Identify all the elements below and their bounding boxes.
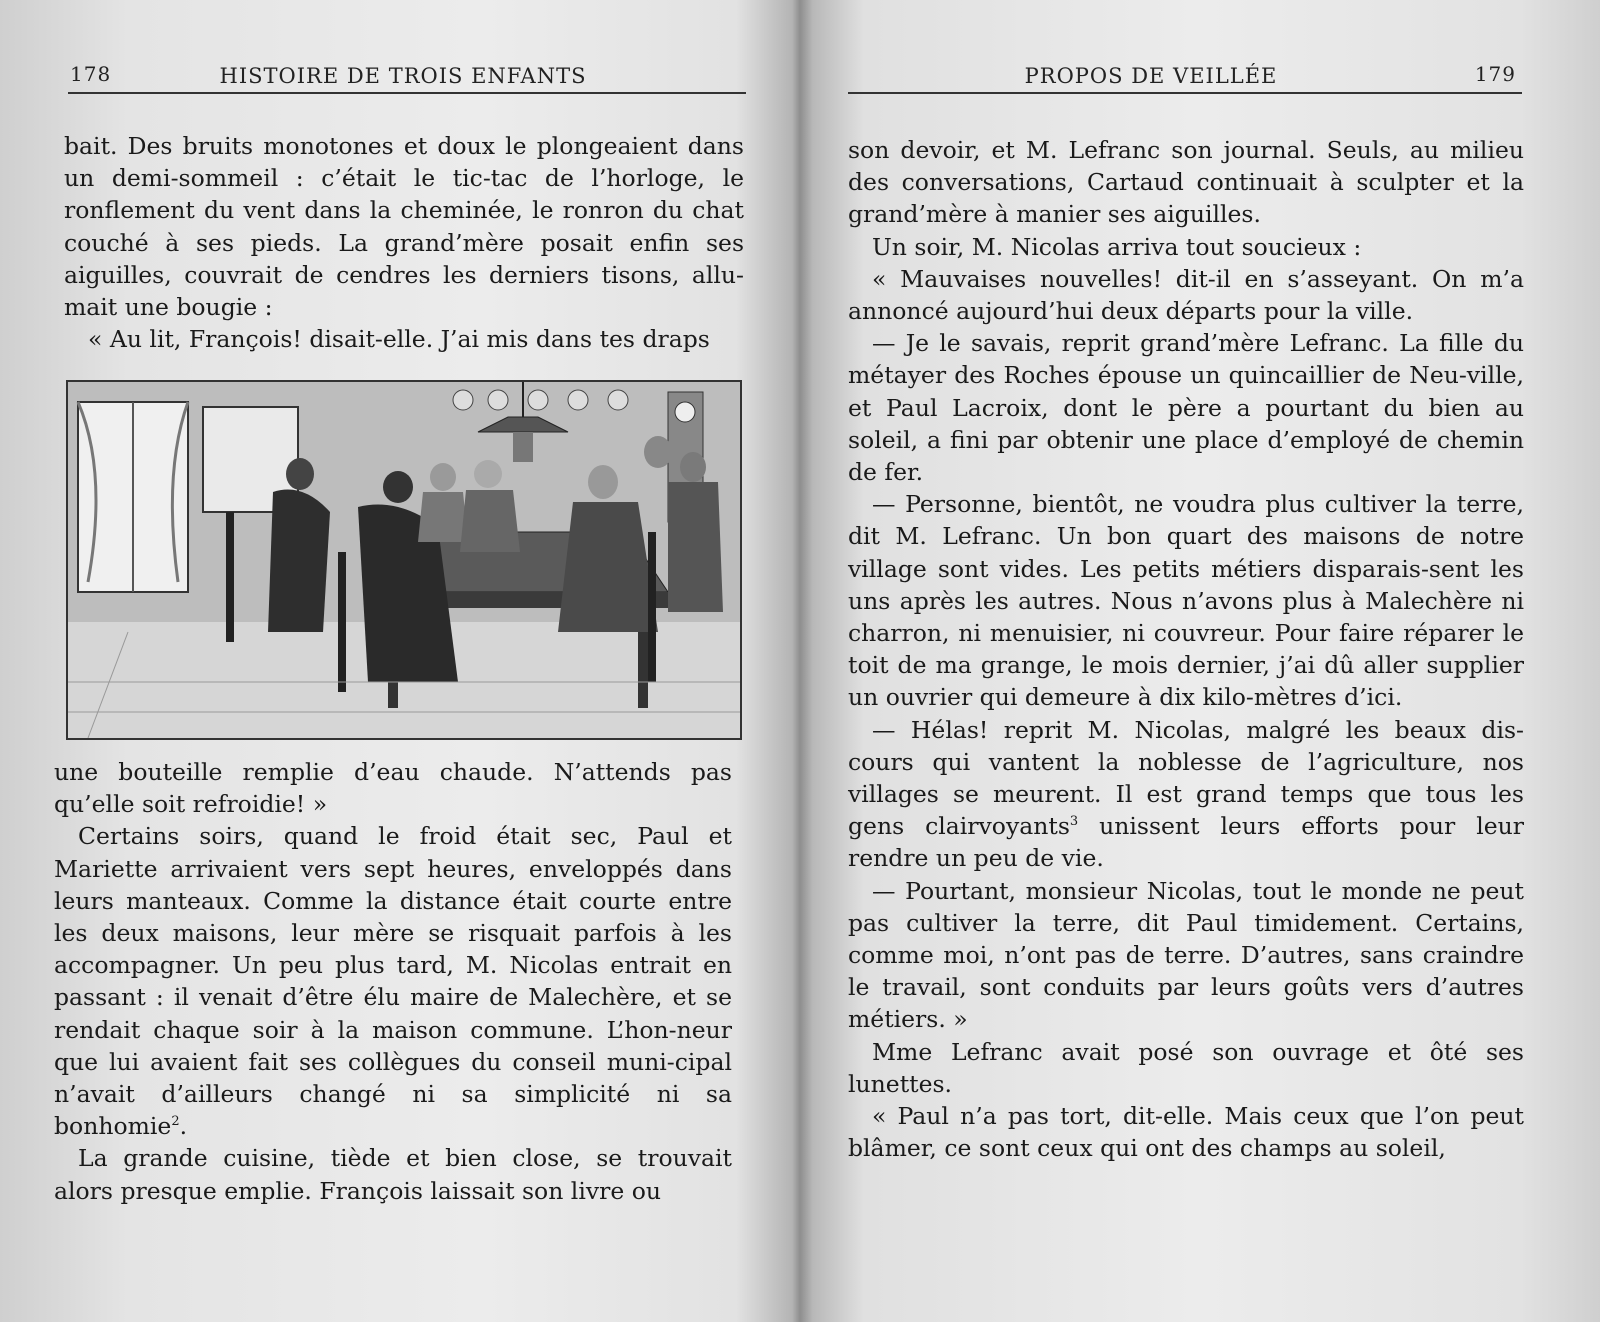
paragraph — [848, 714, 1524, 875]
paragraph: Certains soirs, quand le froid était sec, Paul et Mariette arrivaient vers sept heures, enveloppés dans leurs manteaux. Comme la distance était courte entre les deux maisons, leur mère se risquait parfois à les accompagner. Un peu plus tard, M. Nicolas entrait en passant : il venait d’être élu maire de Malechère, et se rendait chaque soir à la maison commune. L’hon-neur que lui avaient fait ses collègues du conseil muni-cipal n’avait d’ailleurs changé ni sa simplicité ni sa bonhomie$^2$. — [54, 822, 732, 1141]
paragraph-text: unissent leurs efforts pour leur rendre un peu de vie. — [848, 812, 1525, 873]
paragraph: La grande cuisine, tiède et bien close, se trouvait alors presque emplie. François laissait son livre ou — [54, 1144, 732, 1205]
evening-gathering-illustration — [66, 380, 742, 740]
page-number: 178 — [70, 62, 112, 86]
bonhomie-word: bonhomie — [54, 1112, 172, 1141]
paragraph: Mme Lefranc avait posé son ouvrage et ôté ses lunettes. — [848, 1037, 1524, 1098]
paragraph: bait. Des bruits monotones et doux le plongeaient dans un demi-sommeil : c’était le tic-tac de l’horloge, le ronflement du vent dans la cheminée, le ronron du chat couché à ses pieds. La grand’mère posait enfin ses aiguilles, couvrait de cendres les derniers tisons, allu-mait une bougie : — [64, 132, 744, 322]
running-title: PROPOS DE VEILLÉE — [1024, 64, 1278, 88]
paragraph: « Paul n’a pas tort, dit-elle. Mais ceux que l’on peut blâmer, ce sont ceux qui ont des champs au soleil, — [848, 1102, 1524, 1163]
paragraph-text: Certains soirs, quand le froid était sec, Paul et Mariette arrivaient vers sept heures, enveloppés dans leurs manteaux. Comme la distance était courte entre les deux maisons, leur mère se risquait parfois à les accompagner. Un peu plus tard, M. Nicolas entrait en passant : il venait d’être élu maire de Malechère, et se rendait chaque soir à la maison commune. L’hon-neur que lui avaient fait ses collègues du conseil muni-cipal n’avait d’ailleurs changé ni sa simplicité ni sa — [54, 822, 732, 1109]
illustration-drawing — [68, 382, 740, 738]
right-page — [800, 0, 1600, 1322]
right-text — [848, 134, 1524, 1165]
paragraph: son devoir, et M. Lefranc son journal. Seuls, au milieu des conversations, Cartaud continuait à sculpter et la grand’mère à manier ses aiguilles. — [848, 136, 1524, 229]
paragraph: « Au lit, François! disait-elle. J’ai mis dans tes draps — [88, 325, 710, 354]
footnote-mark: 2 — [171, 1114, 180, 1130]
paragraph: Un soir, M. Nicolas arriva tout soucieux : — [872, 232, 1362, 261]
paragraph: — Pourtant, monsieur Nicolas, tout le monde ne peut pas cultiver la terre, dit Paul timidement. Certains, comme moi, n’ont pas de terre. D’autres, sans craindre le travail, sont conduits par leurs goûts vers d’autres métiers. » — [848, 876, 1524, 1034]
paragraph: « Mauvaises nouvelles! dit-il en s’asseyant. On m’a annoncé aujourd’hui deux départs pour la ville. — [848, 264, 1524, 326]
paragraph: — Personne, bientôt, ne voudra plus cultiver la terre, dit M. Lefranc. Un bon quart des maisons de notre village sont vides. Les petits métiers disparais-sent les uns après les autres. Nous n’avons plus à Malechère ni charron, ni menuisier, ni couvreur. Pour faire réparer le toit de ma grange, le mois dernier, j’ai dû aller supplier un ouvrier qui demeure à dix kilo-mètres d’ici. — [848, 490, 1524, 712]
right-page-header — [848, 62, 1522, 94]
left-text-top — [64, 130, 744, 355]
running-title: HISTOIRE DE TROIS ENFANTS — [219, 64, 587, 88]
paragraph: une bouteille remplie d’eau chaude. N’attends pas qu’elle soit refroidie! » — [54, 758, 732, 819]
page-number: 179 — [1474, 62, 1516, 86]
left-text-bottom — [54, 756, 732, 1207]
left-page-header — [68, 62, 746, 94]
paragraph-text: — Hélas! reprit M. Nicolas, malgré les beaux dis-cours qui vantent la noblesse de l’agriculture, nos villages se meurent. Il est grand temps que tous les gens clairvoyants — [848, 715, 1524, 841]
footnote-mark: 3 — [1069, 814, 1079, 830]
paragraph: — Je le savais, reprit grand’mère Lefranc. La fille du métayer des Roches épouse un quincaillier de Neu-ville, et Paul Lacroix, dont le père a pourtant du bien au soleil, a fini par obtenir une place d’employé de chemin de fer. — [848, 329, 1524, 487]
